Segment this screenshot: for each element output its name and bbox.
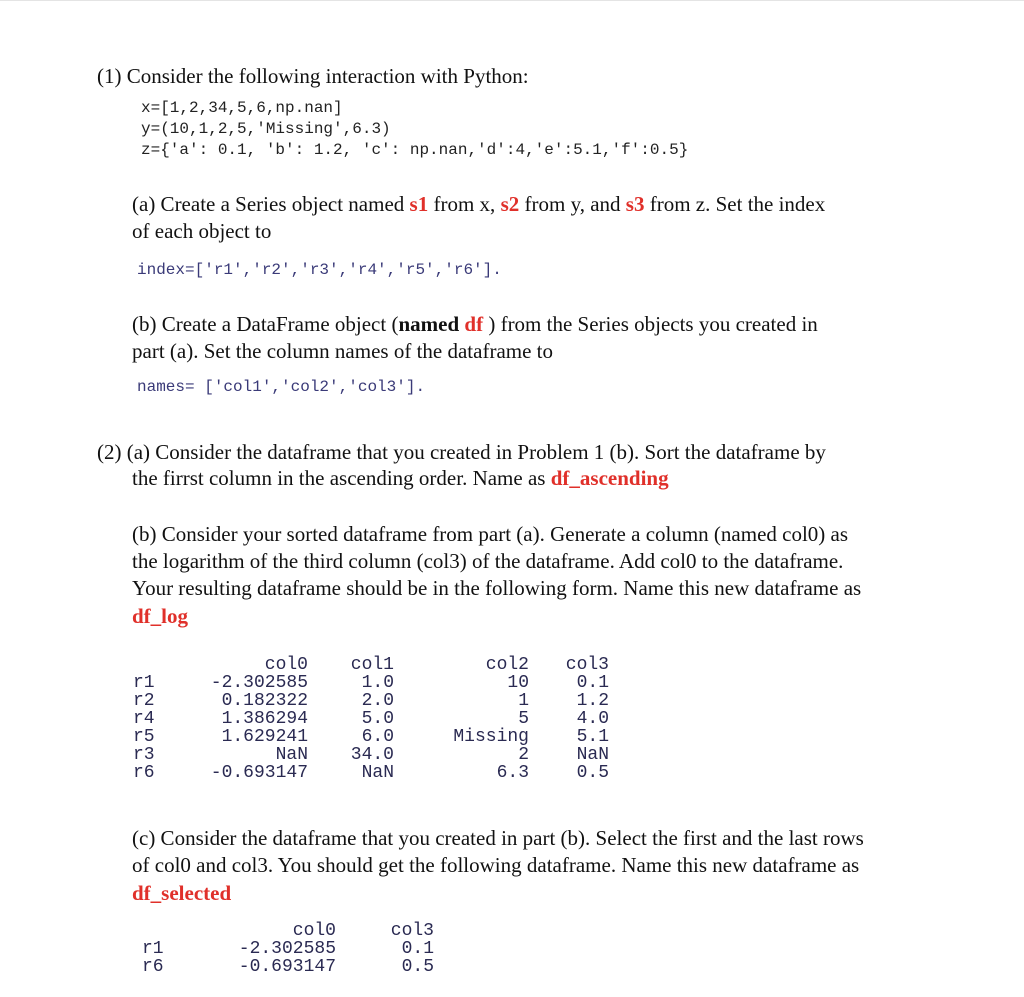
cell-col3: 5.1	[576, 727, 609, 747]
table-row	[133, 728, 609, 746]
cell-col0: 1.386294	[221, 709, 308, 729]
text-segment: (b) Create a DataFrame object (	[132, 312, 399, 336]
text-segment: (a) Create a Series object named	[132, 192, 410, 216]
table-header-row	[133, 656, 609, 674]
cell-col0: -2.302585	[238, 939, 336, 959]
cell-col0: 1.629241	[221, 727, 308, 747]
table-row	[133, 710, 609, 728]
cell-col1: 34.0	[350, 745, 394, 765]
part-2c-line1: (c) Consider the dataframe that you created in part (b). Select the first and the last rows	[132, 826, 864, 850]
column-header: col0	[292, 921, 336, 941]
cell-col2: 1	[518, 691, 529, 711]
text-segment: from z. Set the index	[644, 192, 826, 216]
cell-col3: 0.1	[401, 939, 434, 959]
cell-col1: NaN	[361, 763, 394, 783]
cell-col3: NaN	[576, 745, 609, 765]
column-header: col3	[565, 655, 609, 675]
row-index: r1	[142, 939, 164, 959]
text-segment: from y, and	[519, 192, 626, 216]
text-segment: from x,	[428, 192, 501, 216]
cell-col2: 5	[518, 709, 529, 729]
row-index: r5	[133, 727, 155, 747]
cell-col3: 0.5	[401, 957, 434, 977]
cell-col1: 6.0	[361, 727, 394, 747]
df-selected-table	[142, 922, 434, 976]
names-code: names= ['col1','col2','col3'].	[137, 378, 426, 396]
cell-col1: 5.0	[361, 709, 394, 729]
part-2b-line3: Your resulting dataframe should be in the following form. Name this new dataframe as	[132, 576, 862, 600]
cell-col3: 1.2	[576, 691, 609, 711]
cell-col0: -2.302585	[210, 673, 308, 693]
row-index: r6	[142, 957, 164, 977]
highlight-df-ascending: df_ascending	[550, 466, 669, 490]
highlight-df: df	[464, 312, 484, 336]
part-1a-line2: of each object to	[132, 219, 272, 243]
table-row	[142, 940, 434, 958]
cell-col1: 2.0	[361, 691, 394, 711]
part-2a-line2	[132, 465, 669, 492]
table-row	[142, 958, 434, 976]
cell-col0: NaN	[275, 745, 308, 765]
part-2a-line1: (2) (a) Consider the dataframe that you created in Problem 1 (b). Sort the dataframe by	[97, 440, 826, 464]
highlight-s2: s2	[500, 192, 520, 216]
part-1a-line1	[132, 191, 825, 218]
highlight-df-log: df_log	[132, 604, 189, 628]
code-line-y: y=(10,1,2,5,'Missing',6.3)	[141, 120, 391, 138]
code-line-z: z={'a': 0.1, 'b': 1.2, 'c': np.nan,'d':4,'e':5.1,'f':0.5}	[141, 141, 689, 159]
index-code: index=['r1','r2','r3','r4','r5','r6'].	[137, 261, 502, 279]
cell-col2: 2	[518, 745, 529, 765]
table-row	[133, 746, 609, 764]
code-line-x: x=[1,2,34,5,6,np.nan]	[141, 99, 343, 117]
cell-col2: 6.3	[496, 763, 529, 783]
text-segment: ) from the Series objects you created in	[483, 312, 818, 336]
row-index: r1	[133, 673, 155, 693]
cell-col3: 4.0	[576, 709, 609, 729]
highlight-s1: s1	[409, 192, 429, 216]
cell-col0: -0.693147	[238, 957, 336, 977]
df-log-table	[133, 656, 609, 782]
top-divider	[0, 0, 1024, 1]
cell-col2: Missing	[453, 727, 529, 747]
part-2c-line2: of col0 and col3. You should get the following dataframe. Name this new dataframe as	[132, 853, 860, 877]
column-header: col1	[350, 655, 394, 675]
table-row	[133, 692, 609, 710]
problem1-intro: (1) Consider the following interaction with Python:	[97, 64, 529, 88]
part-1b-line2: part (a). Set the column names of the dataframe to	[132, 339, 554, 363]
table-row	[133, 674, 609, 692]
row-index: r2	[133, 691, 155, 711]
table-header-row	[142, 922, 434, 940]
row-index: r3	[133, 745, 155, 765]
cell-col1: 1.0	[361, 673, 394, 693]
column-header: col2	[485, 655, 529, 675]
row-index: r4	[133, 709, 155, 729]
row-index: r6	[133, 763, 155, 783]
cell-col3: 0.5	[576, 763, 609, 783]
part-2b-line1: (b) Consider your sorted dataframe from part (a). Generate a column (named col0) as	[132, 522, 849, 546]
highlight-s3: s3	[625, 192, 645, 216]
cell-col0: 0.182322	[221, 691, 308, 711]
column-header: col3	[390, 921, 434, 941]
cell-col3: 0.1	[576, 673, 609, 693]
cell-col0: -0.693147	[210, 763, 308, 783]
part-1b-line1	[132, 311, 818, 338]
highlight-df-selected: df_selected	[132, 881, 232, 905]
part-2b-line2: the logarithm of the third column (col3) of the dataframe. Add col0 to the dataframe.	[132, 549, 844, 573]
column-header: col0	[264, 655, 308, 675]
cell-col2: 10	[507, 673, 529, 693]
text-segment: the firrst column in the ascending order. Name as	[132, 466, 551, 490]
bold-named: named	[398, 312, 465, 336]
table-row	[133, 764, 609, 782]
